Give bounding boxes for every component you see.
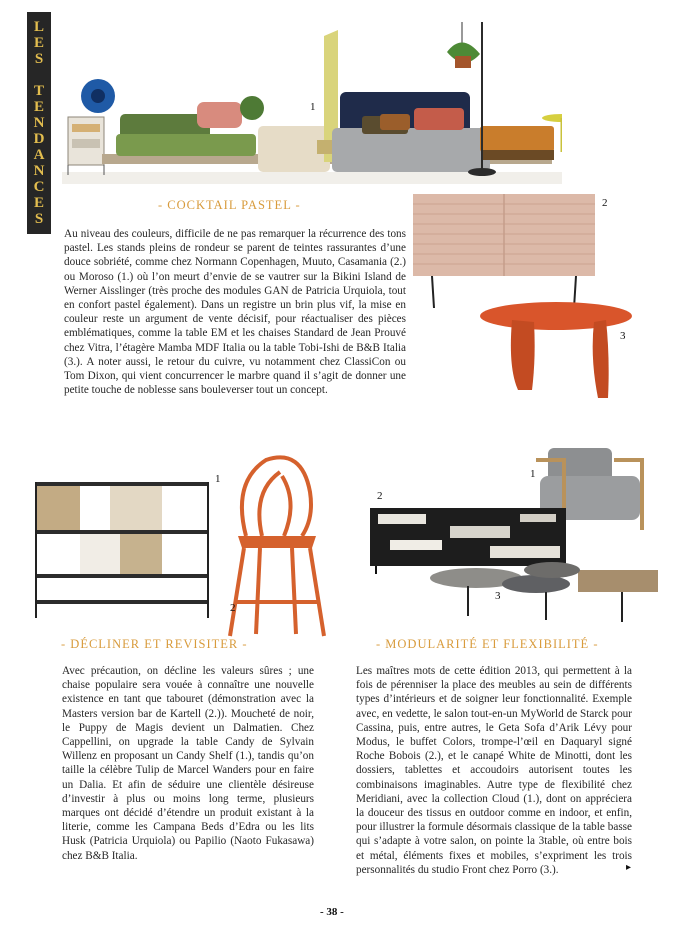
tab-letter: D	[33, 131, 45, 147]
section-heading: - COCKTAIL PASTEL -	[158, 198, 301, 212]
article-paragraph	[64, 227, 406, 397]
coffee-tables-image	[428, 560, 664, 624]
tab-letter: S	[34, 211, 44, 227]
image-label: 1	[310, 101, 316, 113]
table-image	[478, 298, 640, 406]
cabinet-image	[410, 188, 598, 310]
section-heading: - MODULARITÉ ET FLEXIBILITÉ -	[376, 637, 599, 651]
article-paragraph	[356, 664, 632, 877]
tab-letter: N	[33, 163, 45, 179]
image-label: 1	[530, 468, 536, 480]
shelf-image	[30, 470, 212, 618]
tab-letter: C	[33, 179, 45, 195]
paragraph-text: Avec précaution, on décline les valeurs sûres ; une chaise populaire sera vouée à connaître une nouvelle existence en tant que tabouret (démonstration avec la Masters version bar de Kartell (2.)). Moucheté de noir, le Puppy de Magis devient un Dalmatien. Chez Cappellini, on upgrade la table Candy de Sylvain Willenz en proposant un Candy Shelf (1.), tandis qu’on taille la célèbre Tulip de Marcel Wanders pour en faire un Dalia. Et afin de séduire une clientèle désireuse d’investir à plus ou moins long terme, plusieurs marques ont décidé d’étendre un produit existant à la literie, comme les Campana Beds d’Edra ou les lits Husk (Patricia Urquiola) ou Papilio (Naoto Fukasawa) chez B&B Italia.	[62, 665, 314, 862]
image-label: 2	[230, 602, 236, 614]
tab-letter: L	[33, 19, 44, 35]
image-label: 3	[620, 330, 626, 342]
image-label: 2	[377, 490, 383, 502]
article-paragraph	[62, 664, 314, 863]
section-heading: - DÉCLINER ET REVISITER -	[61, 637, 248, 651]
continue-arrow-icon: ▸	[626, 862, 632, 873]
bar-stool-image	[222, 452, 330, 638]
tab-letter: A	[33, 147, 45, 163]
tab-letter: S	[34, 51, 44, 67]
tab-letter: E	[33, 195, 44, 211]
tab-letter: E	[33, 35, 44, 51]
tab-letter: T	[33, 83, 44, 99]
paragraph-text: Les maîtres mots de cette édition 2013, qui permettent à la fois de pérenniser la place des meubles au sein de différents types d’intérieurs et de soigner leur fonctionnalité. Exemple avec, en vedette, le salon tout-en-un MyWorld de Starck pour Cassina, puis, entre autres, le Geta Sofa d’Arik Lévy pour Modus, le buffet Colors, trompe-l’œil en Daquaryl signé Roche Bobois (2.), et le canapé White de Minotti, dont les dossiers, tablettes et accoudoirs autorisent toutes les combinaisons imaginables. Autre type de flexibilité chez Meridiani, avec la collection Cloud (1.), dont on appréciera la douceur des tissus en outdoor comme en indoor, et enfin, pour illustrer la formule désormais classique de la table basse qui s’adapte à votre salon, on pointe la 3table, où entre bois et métal, éléments fixes et mobiles, s’expriment les trois personnalités du studio Front chez Porro (3.).	[356, 665, 632, 876]
image-label: 2	[602, 197, 608, 209]
tab-letter: E	[33, 99, 44, 115]
section-tab	[27, 12, 51, 234]
page-number: - 38 -	[320, 906, 344, 918]
image-label: 3	[495, 590, 501, 602]
image-label: 1	[215, 473, 221, 485]
paragraph-text: Au niveau des couleurs, difficile de ne pas remarquer la récurrence des tons pastel. Les stands pleins de rondeur se parent de teintes rassurantes d’une douce sobriété, comme chez Normann Copenhagen, Muuto, Casamania (2.) ou Moroso (1.) où l’on meurt d’envie de se vautrer sur la Bikini Island de Werner Aisslinger (très proche des modules GAN de Patricia Urquiola, tout en confort pastel également). Dans un registre un brin plus vif, la mise en couleur reste un argument de vente décisif, pour réactualiser des pièces emblématiques, comme la table EM et les chaises Standard de Jean Prouvé chez Vitra, l’étagère Mamba MDF Italia ou la table Tobi-Ishi de B&B Italia (3.). A noter aussi, le retour du cuivre, vu notamment chez ClassiCon ou Tom Dixon, qui vient concurrencer le marbre quand il s’agit de donner une petite touche de noblesse sans bouleverser tout un concept.	[64, 228, 406, 397]
tab-letter: N	[33, 115, 45, 131]
